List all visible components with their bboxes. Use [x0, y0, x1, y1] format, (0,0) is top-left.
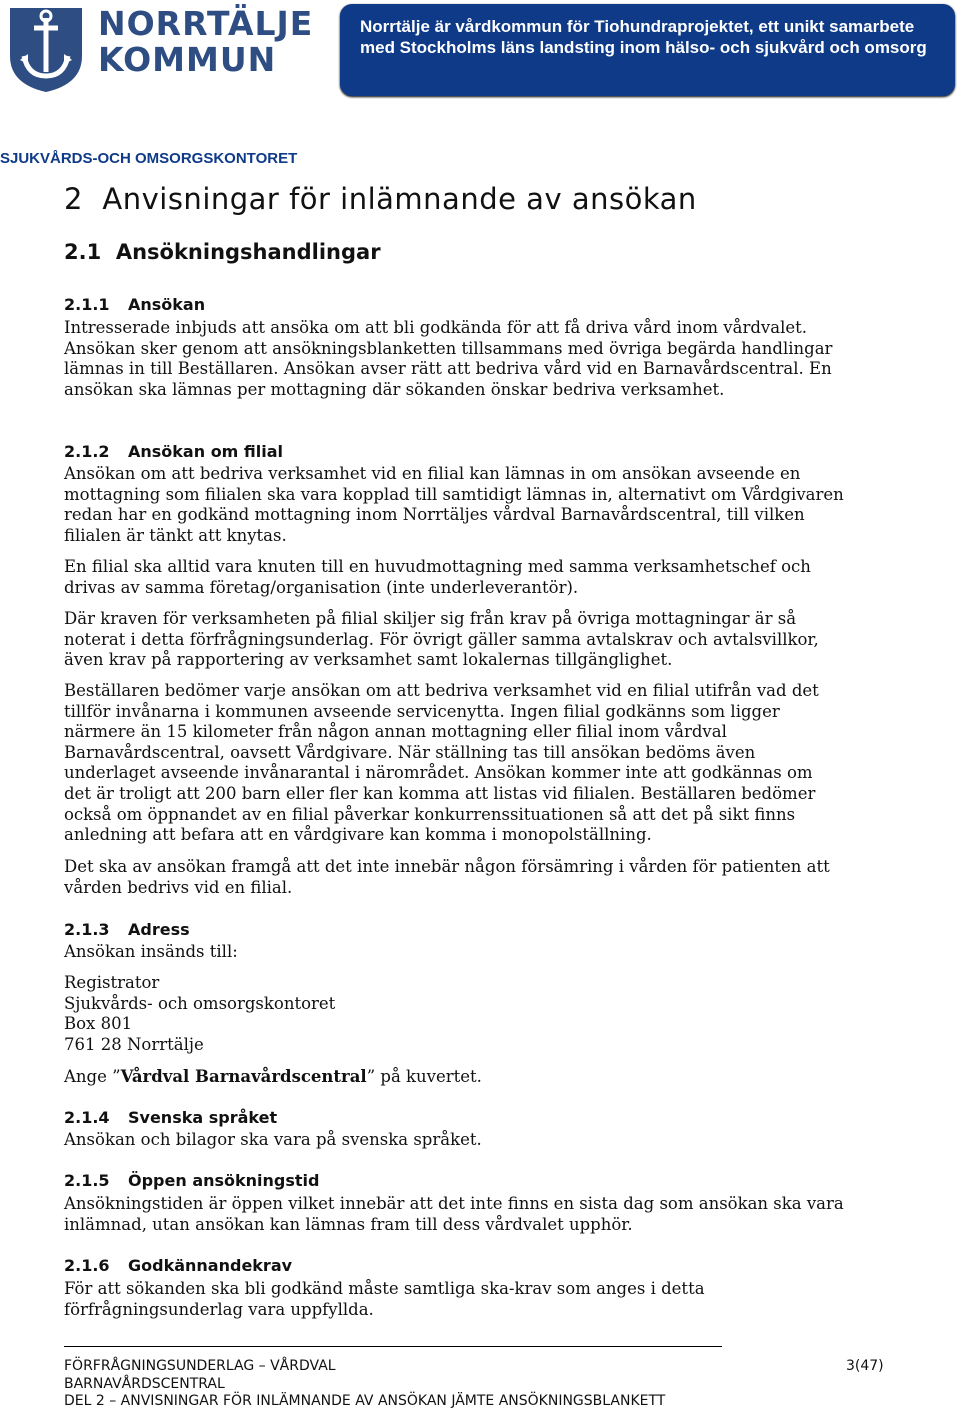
paragraph: Det ska av ansökan framgå att det inte innebär någon försämring i vården för patienten att vården bedrivs vid en filial. — [64, 857, 830, 897]
paragraph: En filial ska alltid vara knuten till en huvudmottagning med samma verksamhetschef och drivas av samma företag/organisation (inte underleverantör). — [64, 557, 811, 597]
envelope-instruction — [64, 1067, 844, 1088]
norrtalje-logo — [6, 4, 336, 96]
paragraph: Intresserade inbjuds att ansöka om att bli godkända för att få driva vård inom vårdvalet. Ansökan sker genom att ansökningsblanketten tillsammans med övriga begärda handlingar lämnas in till Beställaren. Ansökan avser rätt att bedriva vård vid en Barnavårdscentral. En ansökan ska lämnas per mottagning där sökanden önskar bedriva verksamhet. — [64, 318, 833, 399]
subsection-number: 2.1.4 — [64, 1108, 110, 1127]
subsection-heading-ansokningstid — [64, 1171, 320, 1190]
logo-line-1: NORRTÄLJE — [98, 4, 314, 43]
paragraph: Ansökningstiden är öppen vilket innebär att det inte finns en sista dag som ansökan ska vara inlämnad, utan ansökan kan lämnas fram till dess vårdvalet upphör. — [64, 1194, 844, 1234]
address-line: Box 801 — [64, 1014, 133, 1033]
paragraph: Där kraven för verksamheten på filial skiljer sig från krav på övriga mottagningar är så noterat i detta förfrågningsunderlag. För övrigt gäller samma avtalskrav och avtalsvillkor, även krav på rapportering av verksamhet samt lokalernas tillgänglighet. — [64, 609, 819, 670]
address-line: Sjukvårds- och omsorgskontoret — [64, 994, 336, 1013]
subsection-title: Adress — [128, 920, 190, 939]
footer-line-1: FÖRFRÅGNINGSUNDERLAG – VÅRDVAL — [64, 1358, 336, 1374]
office-name: SJUKVÅRDS-OCH OMSORGSKONTORET — [0, 150, 298, 167]
paragraph: Beställaren bedömer varje ansökan om att bedriva verksamhet vid en filial utifrån vad det tillför invånarna i kommunen avseende servicenytta. Ingen filial godkänns som ligger närmere än 15 kilometer från någon annan mottagning eller filial inom vårdval Barnavårdscentral, oavsett Vårdgivare. När ställning tas till ansökan bedöms även underlaget avseende invånarantal i närområdet. Ansökan kommer inte att godkännas om det är troligt att 200 barn eller fler kan komma att listas vid filialen. Beställaren bedömer också om öppnandet av en filial påverkar konkurrenssituationen så att det på sikt finns anledning att befara att en vårdgivare kan komma i monopolställning. — [64, 681, 819, 845]
section-heading: 2.1 Ansökningshandlingar — [64, 240, 381, 264]
page-number: 3(47) — [846, 1358, 884, 1374]
subsection-number: 2.1.1 — [64, 295, 110, 314]
envelope-post: ” på kuvertet. — [366, 1067, 482, 1086]
paragraph: Ansökan om att bedriva verksamhet vid en filial kan lämnas in om ansökan avseende en mottagning som filialen ska vara kopplad till samtidigt lämnas in, alternativt om Vårdgivaren redan har en godkänd mottagning inom Norrtäljes vårdval Barnavårdscentral, till vilken filialen är tänkt att knytas. — [64, 464, 844, 545]
subsection-number: 2.1.2 — [64, 442, 110, 461]
subsection-heading-adress — [64, 920, 190, 939]
subsection-title: Svenska språket — [128, 1108, 278, 1127]
paragraph: För att sökanden ska bli godkänd måste samtliga ska-krav som anges i detta förfrågningsunderlag vara uppfyllda. — [64, 1279, 705, 1319]
subsection-heading-filial — [64, 442, 283, 461]
chapter-heading: 2 Anvisningar för inlämnande av ansökan — [64, 182, 697, 216]
subsection-number: 2.1.6 — [64, 1256, 110, 1275]
envelope-pre: Ange ” — [64, 1067, 121, 1086]
paragraph: Ansökan insänds till: — [64, 942, 238, 961]
address-line: 761 28 Norrtälje — [64, 1035, 204, 1054]
subsection-title: Ansökan om filial — [128, 442, 284, 461]
subsection-title: Öppen ansökningstid — [128, 1171, 320, 1190]
envelope-bold: Vårdval Barnavårdscentral — [120, 1067, 367, 1086]
subsection-heading-ansokan — [64, 295, 205, 314]
subsection-heading-godkannande — [64, 1256, 292, 1275]
subsection-number: 2.1.5 — [64, 1171, 110, 1190]
subsection-title: Ansökan — [128, 295, 206, 314]
subsection-heading-sprak — [64, 1108, 277, 1127]
subsection-number: 2.1.3 — [64, 920, 110, 939]
header-banner: Norrtälje är vårdkommun för Tiohundraprojektet, ett unikt samarbete med Stockholms läns landsting inom hälso- och sjukvård och omsorg — [340, 4, 955, 96]
footer-line-3: DEL 2 – ANVISNINGAR FÖR INLÄMNANDE AV ANSÖKAN JÄMTE ANSÖKNINGSBLANKETT — [64, 1393, 666, 1409]
footer-line-2: BARNAVÅRDSCENTRAL — [64, 1376, 225, 1392]
paragraph: Ansökan och bilagor ska vara på svenska språket. — [64, 1130, 482, 1149]
address-line: Registrator — [64, 973, 160, 992]
subsection-title: Godkännandekrav — [128, 1256, 293, 1275]
coat-of-arms-icon — [6, 4, 86, 94]
footer-divider — [64, 1346, 722, 1347]
logo-line-2: KOMMUN — [98, 40, 277, 79]
